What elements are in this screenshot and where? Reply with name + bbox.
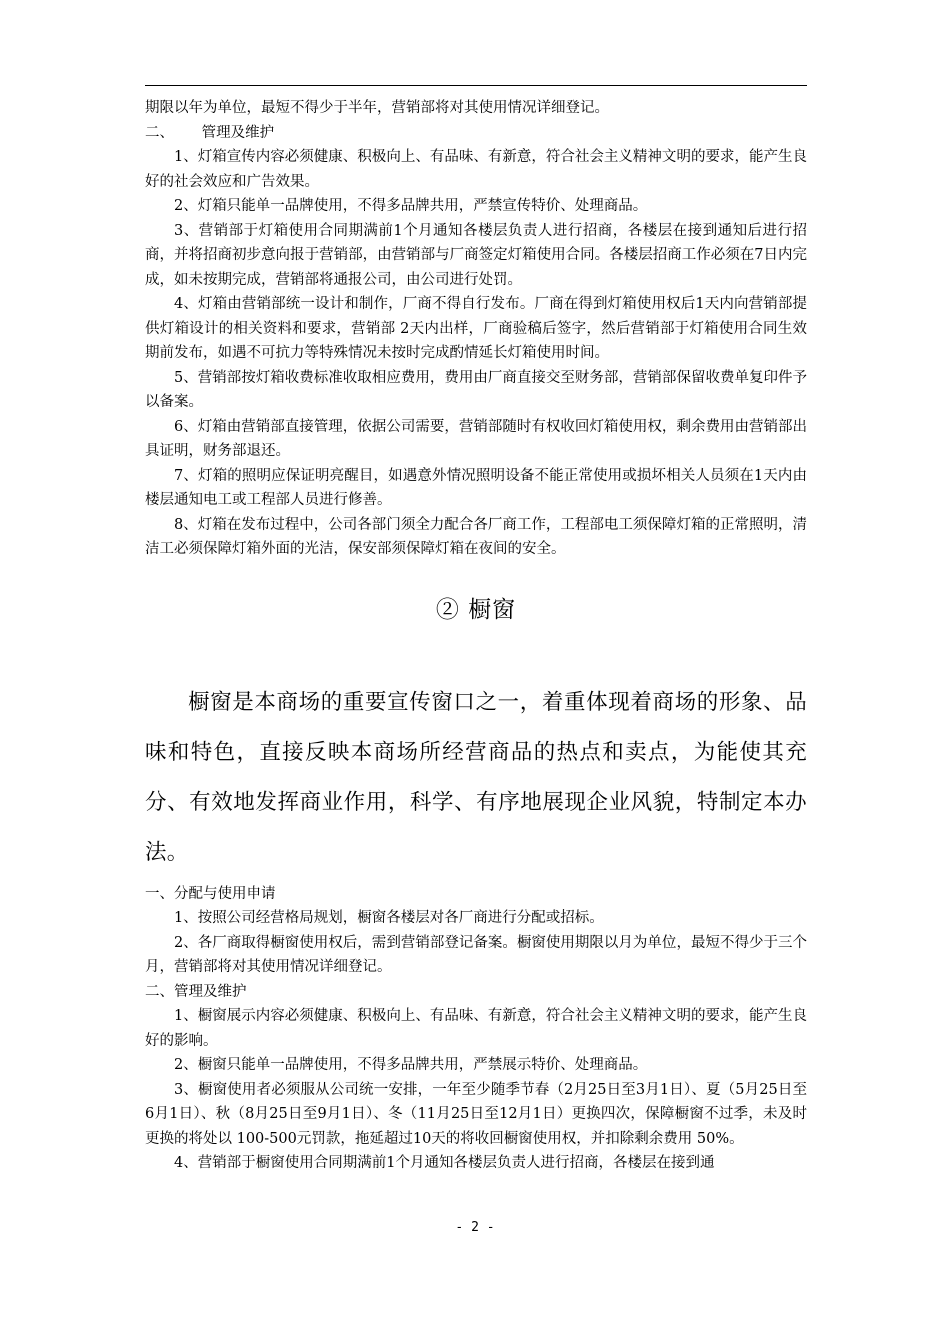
- window-section2-item-3: 3、橱窗使用者必须服从公司统一安排，一年至少随季节春（2月25日至3月1日）、夏（5月25日至6月1日）、秋（8月25日至9月1日）、冬（11月25日至12月1日）更换四次，保障橱窗不过季，未及时更换的将处以 100-500元罚款，拖延超过10天的将收回橱窗使用权，并扣除剩余费用 50%。: [145, 1081, 807, 1147]
- lightbox-item-5: 5、营销部按灯箱收费标准收取相应费用，费用由厂商直接交至财务部，营销部保留收费单复印件予以备案。: [145, 369, 807, 410]
- lightbox-section-heading: 二、 管理及维护: [145, 124, 275, 141]
- lightbox-item-2: 2、灯箱只能单一品牌使用，不得多品牌共用，严禁宣传特价、处理商品。: [174, 198, 648, 214]
- lightbox-item-4: 4、灯箱由营销部统一设计和制作，厂商不得自行发布。厂商在得到灯箱使用权后1天内向营销部提供灯箱设计的相关资料和要求，营销部 2天内出样，厂商验稿后签字，然后营销部于灯箱使用合同生效期前发布，如遇不可抗力等特殊情况未按时完成酌情延长灯箱使用时间。: [145, 296, 807, 361]
- window-section2-item-1: 1、橱窗展示内容必须健康、积极向上、有品味、有新意，符合社会主义精神文明的要求，能产生良好的影响。: [145, 1008, 807, 1049]
- lightbox-item-1: 1、灯箱宣传内容必须健康、积极向上、有品味、有新意，符合社会主义精神文明的要求，能产生良好的社会效应和广告效果。: [145, 149, 807, 190]
- continued-line: 期限以年为单位，最短不得少于半年，营销部将对其使用情况详细登记。: [145, 100, 609, 116]
- window-rules: [145, 882, 807, 1176]
- page-body: [145, 96, 807, 1176]
- page-number: - 2 -: [455, 1220, 495, 1235]
- window-section1-item-1: 1、按照公司经营格局规划，橱窗各楼层对各厂商进行分配或招标。: [174, 910, 604, 926]
- window-section1-heading: 一、分配与使用申请: [145, 885, 276, 902]
- lightbox-item-6: 6、灯箱由营销部直接管理，依据公司需要，营销部随时有权收回灯箱使用权，剩余费用由营销部出具证明，财务部退还。: [145, 418, 807, 459]
- lightbox-item-3: 3、营销部于灯箱使用合同期满前1个月通知各楼层负责人进行招商，各楼层在接到通知后进行招商，并将招商初步意向报于营销部，由营销部与厂商签定灯箱使用合同。各楼层招商工作必须在7日内完成，如未按期完成，营销部将通报公司，由公司进行处罚。: [145, 222, 807, 288]
- window-section2-item-4: 4、营销部于橱窗使用合同期满前1个月通知各楼层负责人进行招商，各楼层在接到通: [174, 1155, 715, 1171]
- lightbox-item-8: 8、灯箱在发布过程中，公司各部门须全力配合各厂商工作，工程部电工须保障灯箱的正常照明，清洁工必须保障灯箱外面的光洁，保安部须保障灯箱在夜间的安全。: [145, 516, 807, 557]
- header-rule: [145, 85, 807, 86]
- window-section2-item-2: 2、橱窗只能单一品牌使用，不得多品牌共用，严禁展示特价、处理商品。: [174, 1057, 648, 1073]
- window-section1-item-2: 2、各厂商取得橱窗使用权后，需到营销部登记备案。橱窗使用期限以月为单位，最短不得少于三个月，营销部将对其使用情况详细登记。: [145, 934, 807, 975]
- window-intro: 橱窗是本商场的重要宣传窗口之一，着重体现着商场的形象、品味和特色，直接反映本商场所经营商品的热点和卖点，为能使其充分、有效地发挥商业作用，科学、有序地展现企业风貌，特制定本办法。: [145, 689, 807, 865]
- window-section-title: ② 橱窗: [435, 596, 517, 623]
- window-section2-heading: 二、管理及维护: [145, 983, 247, 1000]
- lightbox-item-7: 7、灯箱的照明应保证明亮醒目，如遇意外情况照明设备不能正常使用或损坏相关人员须在1天内由楼层通知电工或工程部人员进行修善。: [145, 467, 807, 508]
